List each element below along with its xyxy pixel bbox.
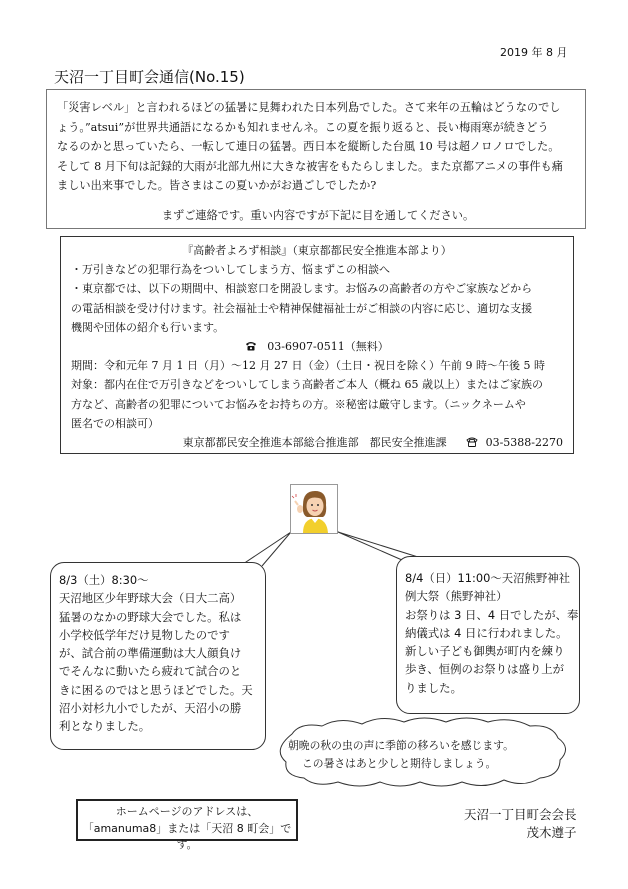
consultation-line: ・東京都では、以下の期間中、相談窓口を開設します。お悩みの高齢者の方やご家族などから [71, 282, 533, 296]
bubble-line: 8/4（日）11:00～天沼熊野神社 [405, 571, 571, 585]
issue-date: 2019 年 8 月 [500, 46, 568, 59]
consultation-detail: 期間：令和元年 7 月 1 日（月）～12 月 27 日（金）（土日・祝日を除く）午前 9 時～午後 5 時 [71, 359, 545, 373]
intro-line: ょう。”atsui”が世界共通語になるかも知れませんネ。この夏を振り返ると、長い梅雨寒が続きどう [57, 120, 549, 134]
intro-line: そして 8 月下旬は記録的大雨が北部九州に大きな被害をもたらしました。また京都アニメの事件も痛 [57, 159, 563, 173]
signature-name: 茂木遵子 [526, 825, 577, 840]
bubble-line: お祭りは 3 日、4 日でしたが、奉 [405, 607, 579, 622]
intro-line: 「災害レベル」と言われるほどの猛暑に見舞われた日本列島でした。さて来年の五輪はどうなのでし [57, 101, 561, 114]
cloud-line: この暑さはあと少しと期待しましょう。 [302, 757, 497, 770]
newsletter-title: 天沼一丁目町会通信(No.15) [54, 68, 245, 86]
consultation-detail: 方など、高齢者の犯罪についてお悩みをお持ちの方。※秘密は厳守します。（ニックネームや [71, 397, 526, 411]
bubble-line: 利となりました。 [59, 719, 151, 734]
bubble-line: きに困るのではと思うほどでした。天 [59, 682, 253, 697]
bubble-line: 8/3（土）8:30～ [59, 573, 149, 587]
event-bubble-baseball [50, 562, 266, 750]
homepage-box [76, 799, 298, 851]
bubble-line: 新しい子ども御輿が町内を練り [405, 644, 565, 659]
bubble-line: 天沼地区少年野球大会（日大二高） [59, 591, 242, 606]
woman-pointing-icon [291, 485, 337, 533]
bubble-line: 納儀式は 4 日に行われました。 [405, 625, 568, 640]
bubble-line: 沼小対杉九小でしたが、天沼小の勝 [59, 701, 242, 716]
bubble-line: が、試合前の準備運動は大人顔負け [59, 646, 242, 661]
consultation-detail: 匿名での相談可） [71, 416, 159, 430]
signature [464, 806, 577, 842]
cloud-message [288, 737, 514, 773]
bubble-line: 歩き、恒例のお祭りは盛り上が [405, 662, 565, 677]
consultation-tel: 03-6907-0511（無料） [267, 340, 389, 354]
bubble-line: 例大祭（熊野神社） [405, 589, 508, 604]
homepage-line: 「amanuma8」または「天沼 8 町会」です。 [82, 821, 292, 851]
consultation-detail: 対象：都内在住で万引きなどをついしてしまう高齢者ご本人（概ね 65 歳以上）またはご家族の [71, 378, 543, 392]
homepage-line: ホームページのアドレスは、 [115, 805, 259, 818]
consultation-office-tel: 03-5388-2270 [485, 436, 563, 450]
avatar [290, 484, 338, 534]
consultation-line: 機関や団体の紹介も行います。 [71, 320, 225, 334]
cloud-line: 朝晩の秋の虫の声に季節の移ろいを感じます。 [288, 739, 514, 752]
consultation-line: ・万引きなどの犯罪行為をついしてしまう方、悩まずこの相談へ [71, 263, 390, 277]
intro-line: なるのかと思っていたら、一転して連日の猛暑。西日本を縦断した台風 10 号は超ノロノロでした。 [57, 140, 560, 154]
bubble-line: 猛暑のなかの野球大会でした。私は [59, 609, 242, 624]
consultation-heading: 『高齢者よろず相談』（東京都都民安全推進本部より） [182, 244, 452, 257]
intro-notice: まずご連絡です。重い内容ですが下記に目を通してください。 [161, 208, 475, 222]
bubble-line: 小学校低学年だけ見物したのです [59, 627, 230, 642]
bubble-line: でそんなに動いたら疲れて試合のと [59, 664, 242, 679]
event-bubble-festival [396, 556, 580, 714]
intro-line: ましい出来事でした。皆さまはこの夏いかがお過ごしでしたか? [57, 179, 377, 193]
consultation-office: 東京都都民安全推進本部総合推進部 都民安全推進課 [182, 436, 447, 450]
signature-org: 天沼一丁目町会会長 [464, 807, 577, 822]
consultation-line: の電話相談を受け付けます。社会福祉士や精神保健福祉士がご相談の内容に応じ、適切な支援 [71, 301, 533, 315]
bubble-line: りました。 [405, 680, 462, 695]
